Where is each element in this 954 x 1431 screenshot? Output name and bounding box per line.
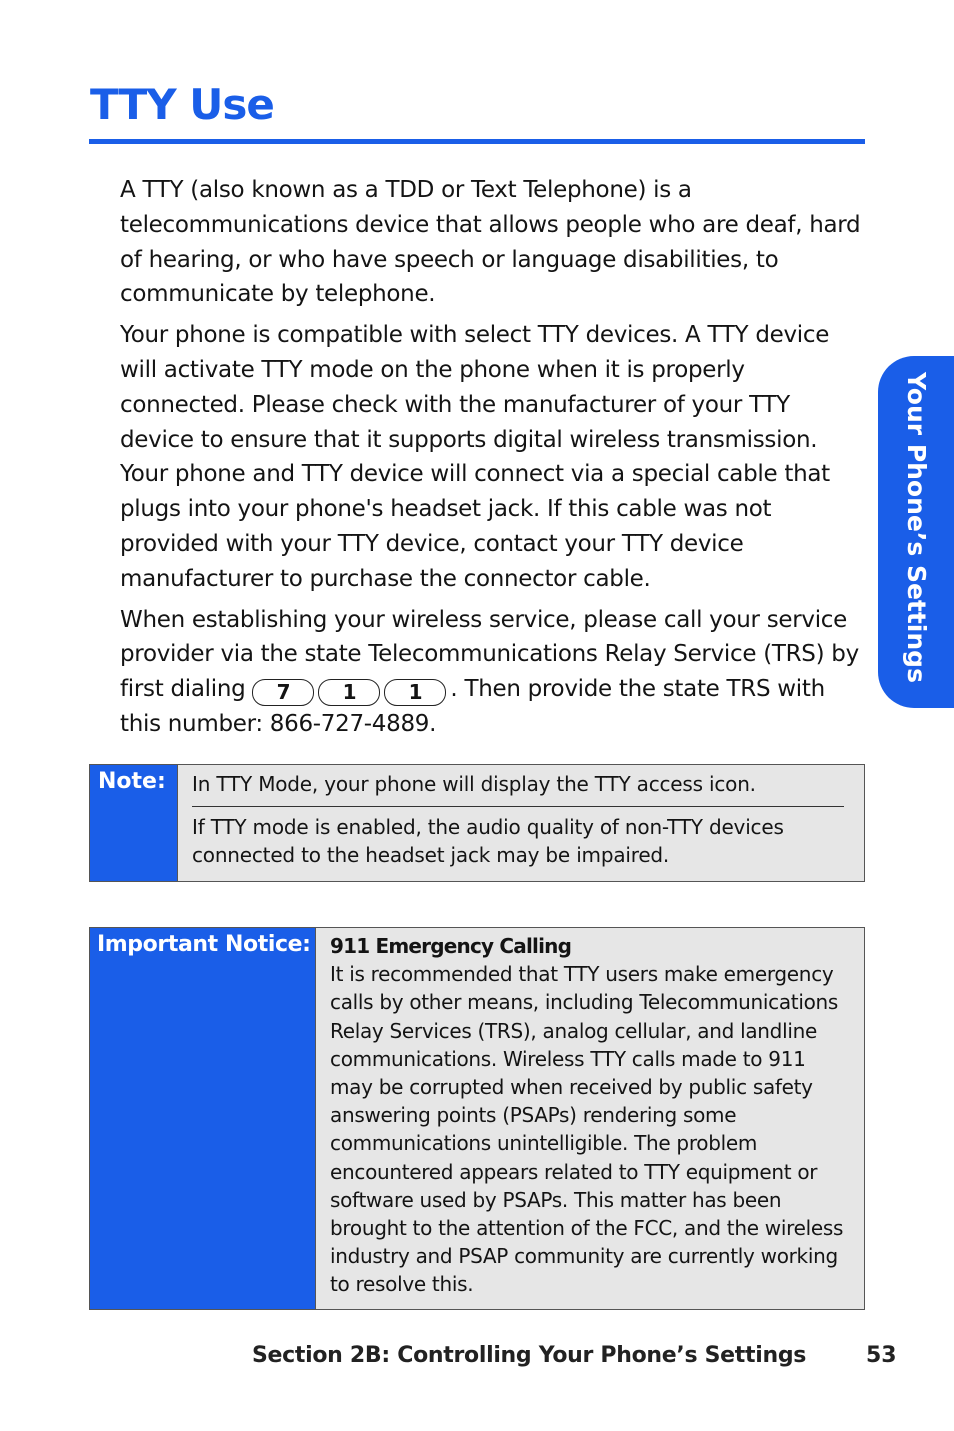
- important-notice-box: [89, 927, 865, 1310]
- important-notice-heading: 911 Emergency Calling: [330, 934, 572, 958]
- note-label: Note:: [90, 765, 178, 881]
- footer-section-title: Section 2B: Controlling Your Phone’s Settings: [252, 1343, 807, 1368]
- important-notice-text: It is recommended that TTY users make emergency calls by other means, including Telecommunications Relay Services (TRS), analog cellular, and landline communications. Wireless TTY calls made to 911 may be corrupted when received by public safety answering points (PSAPs) rendering some communications unintelligible. The problem encountered appears related to TTY equipment or software used by PSAPs. This matter has been brought to the attention of the FCC, and the wireless industry and PSAP community are currently working to resolve this.: [330, 962, 844, 1297]
- section-side-tab: [878, 356, 954, 708]
- important-notice-label: Important Notice:: [90, 928, 316, 1309]
- side-tab-label: Your Phone’s Settings: [902, 372, 931, 683]
- title-rule: [89, 139, 865, 144]
- key-1-icon: 1: [384, 679, 446, 706]
- key-7-icon: 7: [252, 679, 314, 706]
- note-box: [89, 764, 865, 882]
- page-title: TTY Use: [90, 80, 274, 129]
- note-content: [178, 765, 864, 881]
- trs-text-before: When establishing your wireless service, please call your service provider via the state Telecommunications Relay Service (TRS) by first dialing: [120, 606, 859, 703]
- page-number: 53: [866, 1343, 897, 1368]
- paragraph-tty-definition: A TTY (also known as a TDD or Text Telephone) is a telecommunications device that allows people who are deaf, hard of hearing, or who have speech or language disabilities, to communicate by telephone.: [120, 177, 861, 308]
- note-line-2: If TTY mode is enabled, the audio quality of non-TTY devices connected to the headset jack may be impaired.: [192, 815, 784, 867]
- paragraph-trs: [120, 603, 865, 742]
- note-line-1: In TTY Mode, your phone will display the TTY access icon.: [192, 770, 844, 807]
- important-notice-content: [316, 928, 864, 1309]
- trs-text-after: . Then provide the state TRS with this number: 866-727-4889.: [120, 676, 825, 737]
- paragraph-compatibility: Your phone is compatible with select TTY devices. A TTY device will activate TTY mode on the phone when it is properly connected. Please check with the manufacturer of your TTY device to ensure that it supports digital wireless transmission. Your phone and TTY device will connect via a special cable that plugs into your phone's headset jack. If this cable was not provided with your TTY device, contact your TTY device manufacturer to purchase the connector cable.: [120, 322, 830, 592]
- body-text: [120, 173, 865, 748]
- key-1-icon: 1: [318, 679, 380, 706]
